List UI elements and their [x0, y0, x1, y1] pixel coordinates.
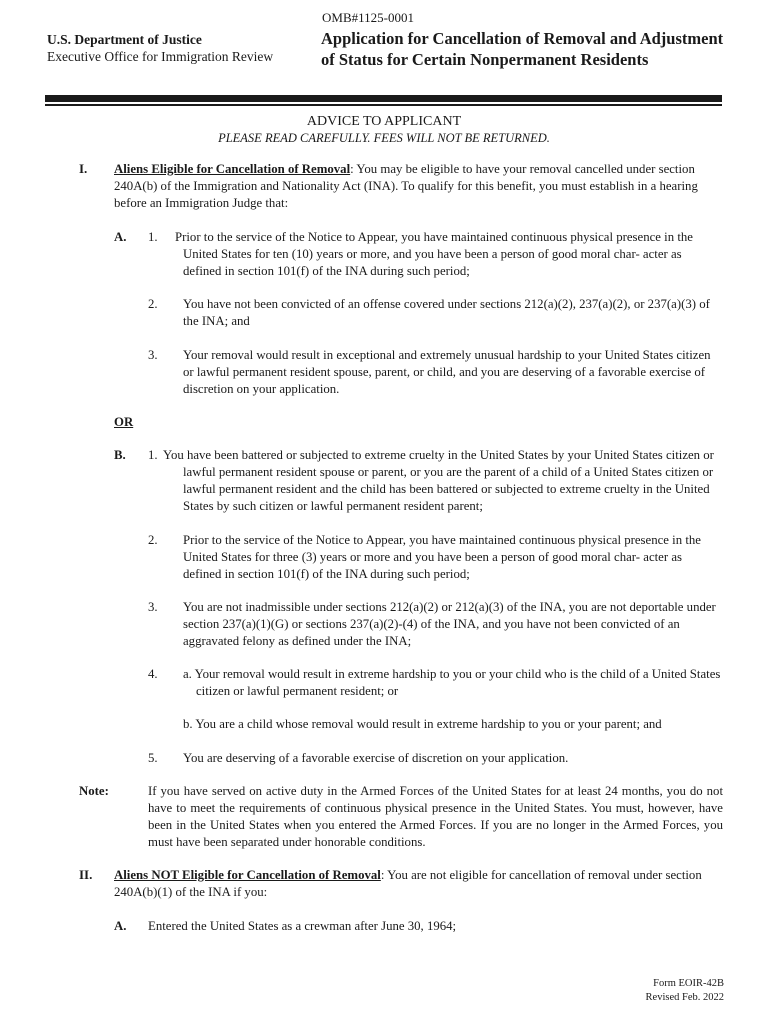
advice-subheading: PLEASE READ CAREFULLY. FEES WILL NOT BE RETURNED.	[218, 131, 550, 145]
omb-number: OMB#1125-0001	[322, 10, 414, 25]
item-b4-number: 4.	[148, 667, 158, 681]
form-title-line1: Application for Cancellation of Removal and Adjustment	[321, 29, 724, 48]
item-a1-text: Prior to the service of the Notice to Appear, you have maintained continuous physical presence in the United States for ten (10) years or more, and you have been a person of good moral char- acter as defined in section 101(f) of the INA during such period;	[175, 230, 693, 278]
revision-date: Revised Feb. 2022	[645, 992, 724, 1003]
item-a1-number: 1.	[148, 230, 158, 244]
item-b2-text: Prior to the service of the Notice to Appear, you have maintained continuous physical presence in the United States for three (3) years or more and you have been a person of good moral char- acter as defined in section 101(f) of the INA during such period;	[183, 533, 701, 581]
section-2-item-a-text: Entered the United States as a crewman after June 30, 1964;	[148, 919, 457, 933]
form-title-line2: of Status for Certain Nonpermanent Residents	[321, 50, 649, 69]
section-2-intro-text: : You are not eligible for cancellation of removal under section 240A(b)(1) of the INA if you:	[114, 868, 702, 899]
header-rule-thin	[45, 104, 722, 106]
section-2-numeral: II.	[79, 867, 93, 882]
department-name: U.S. Department of Justice	[47, 32, 202, 47]
section-2-heading: Aliens NOT Eligible for Cancellation of Removal	[114, 868, 381, 882]
item-a3-number: 3.	[148, 348, 158, 362]
header-rule-thick	[45, 95, 722, 102]
item-b4a-text: a. Your removal would result in extreme hardship to you or your child who is the child of a United States citizen or lawful permanent resident; or	[183, 667, 721, 698]
item-b4b-text: b. You are a child whose removal would result in extreme hardship to you or your parent; and	[183, 717, 662, 731]
section-1-numeral: I.	[79, 161, 88, 176]
item-b5-number: 5.	[148, 751, 158, 765]
item-b5-text: You are deserving of a favorable exercise of discretion on your application.	[183, 751, 569, 765]
section-2-subsection-a-label: A.	[114, 919, 127, 933]
subsection-a-label: A.	[114, 230, 127, 244]
item-b1-number: 1.	[148, 448, 158, 462]
item-a3-text: Your removal would result in exceptional and extremely unusual hardship to your United States citizen or lawful permanent resident spouse, parent, or child, and you are deserving of a favorable exercise of discretion on your application.	[183, 348, 711, 396]
note-label: Note:	[79, 784, 109, 798]
or-separator: OR	[114, 415, 134, 429]
item-b3-text: You are not inadmissible under sections 212(a)(2) or 212(a)(3) of the INA, you are not deportable under section 237(a)(1)(G) or sections 237(a)(2)-(4) of the INA, and you have not been convicted of an aggravated felony as defined under the INA;	[183, 600, 716, 648]
item-a2-number: 2.	[148, 297, 158, 311]
subsection-b-label: B.	[114, 448, 126, 462]
item-b3-number: 3.	[148, 600, 158, 614]
item-b1-text: You have been battered or subjected to extreme cruelty in the United States by your United States citizen or lawful permanent resident spouse or parent, or you are the parent of a child of a United States citizen or lawful permanent resident and the child has been battered or subjected to extreme cruelty in the United States by such citizen or lawful permanent resident parent;	[163, 448, 714, 513]
item-b2-number: 2.	[148, 533, 158, 547]
note-text: If you have served on active duty in the Armed Forces of the United States for at least 24 months, you do not have to meet the requirements of continuous physical presence in the United States. You must, however, have been in the United States when you entered the Armed Forces. If you are no longer in the Armed Forces, you must have been separated under honorable conditions.	[148, 784, 723, 849]
section-1-intro	[114, 161, 718, 212]
section-1-intro-text: : You may be eligible to have your removal cancelled under section 240A(b) of the Immigration and Nationality Act (INA). To qualify for this benefit, you must establish in a hearing before an Immigration Judge that:	[114, 162, 698, 210]
advice-heading: ADVICE TO APPLICANT	[306, 114, 462, 129]
office-name: Executive Office for Immigration Review	[47, 49, 274, 64]
agency-block	[47, 31, 273, 65]
form-title	[321, 28, 751, 70]
item-a2-text: You have not been convicted of an offense covered under sections 212(a)(2), 237(a)(2), or 237(a)(3) of the INA; and	[183, 297, 710, 328]
form-number: Form EOIR-42B	[653, 978, 724, 989]
section-2-intro	[114, 867, 718, 901]
section-1-heading: Aliens Eligible for Cancellation of Removal	[114, 162, 351, 176]
